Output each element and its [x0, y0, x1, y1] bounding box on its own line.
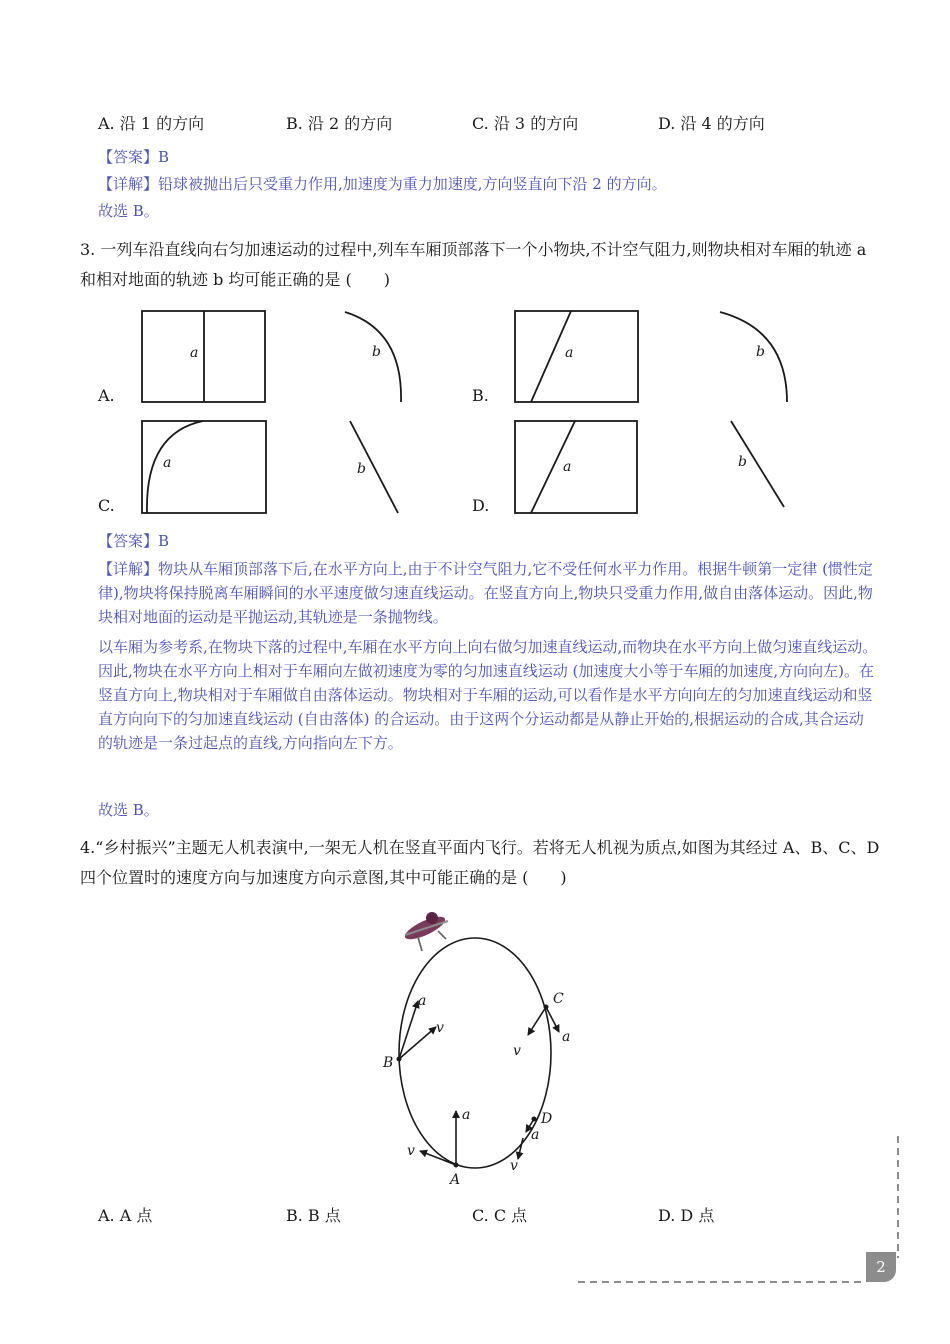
q3-stem: 3. 一列车沿直线向右匀加速运动的过程中,列车车厢顶部落下一个小物块,不计空气阻力,则物块相对车厢的轨迹 a 和相对地面的轨迹 b 均可能正确的是 ( ) [80, 240, 867, 289]
q3-detail-p2: 以车厢为参考系,在物块下落的过程中,车厢在水平方向上向右做匀加速直线运动,而物块在水平方向上做匀速直线运动。因此,物块在水平方向上相对于车厢向左做初速度为零的匀加速直线运动 (加速度大小等于车厢的加速度,方向向左)。在竖直方向上,物块相对于车厢做自由落体运动。物块相对于车厢的运动,可以看作是水平方向向左的匀加速直线运动和竖直方向向下的匀加速直线运动 (自由落体) 的合运动。由于这两个分运动都是从静止开始的,根据运动的合成,其合运动的轨迹是一条过起点的直线,方向指向左下方。 [98, 638, 878, 752]
q4-c-velocity-arrow [528, 1007, 546, 1035]
q2-option-c: C. 沿 3 的方向 [472, 114, 579, 133]
q4-option-a: A. A 点 [98, 1206, 153, 1225]
q4-c-label-a: a [562, 1029, 571, 1045]
drone-icon [402, 912, 448, 951]
q4-label-d: D [541, 1111, 553, 1127]
q3-b-carriage [515, 311, 638, 402]
q3-b-track-b [720, 312, 787, 402]
q3-c-track-a [147, 421, 203, 513]
page-corner-decoration [570, 1130, 910, 1290]
page-number: 2 [866, 1252, 896, 1282]
q4-c-label-v: v [513, 1043, 521, 1059]
q4-d-label-v: v [510, 1158, 518, 1174]
q4-trajectory [399, 938, 551, 1168]
q2-answer: 【答案】B [98, 148, 170, 166]
q3-c-label-b: b [357, 461, 366, 477]
q2-option-a: A. 沿 1 的方向 [98, 114, 205, 133]
q4-label-c: C [553, 991, 564, 1007]
q3-d-carriage [515, 421, 637, 513]
q4-figure [370, 895, 585, 1190]
q2-option-b: B. 沿 2 的方向 [286, 114, 393, 133]
q2-detail: 【详解】铅球被抛出后只受重力作用,加速度为重力加速度,方向竖直向下沿 2 的方向。 [98, 175, 667, 193]
q3-d-label-a: a [563, 459, 572, 475]
q3-answer: 【答案】B [98, 532, 170, 550]
q3-option-a-label: A. [98, 386, 115, 405]
q3-c-carriage [142, 421, 266, 513]
q4-stem: 4.“乡村振兴”主题无人机表演中,一架无人机在竖直平面内飞行。若将无人机视为质点,如图为其经过 A、B、C、D 四个位置时的速度方向与加速度方向示意图,其中可能正确的是 ( ) [80, 838, 880, 887]
q3-conclusion: 故选 B。 [98, 801, 159, 819]
q2-conclusion: 故选 B。 [98, 202, 159, 220]
q3-a-label-b: b [372, 344, 381, 360]
q4-a-label-a: a [462, 1107, 471, 1123]
q4-option-d: D. D 点 [658, 1206, 715, 1225]
q3-b-label-b: b [756, 344, 765, 360]
q4-option-c: C. C 点 [472, 1206, 528, 1225]
q3-option-c-label: C. [98, 496, 115, 515]
q3-option-b-label: B. [472, 386, 489, 405]
q4-b-label-a: a [418, 993, 427, 1009]
q3-figure [95, 300, 815, 525]
q4-a-label-v: v [407, 1143, 415, 1159]
q4-label-b: B [383, 1055, 394, 1071]
q3-b-label-a: a [565, 345, 574, 361]
q3-a-label-a: a [190, 345, 199, 361]
q3-c-label-a: a [163, 455, 172, 471]
q2-option-d: D. 沿 4 的方向 [658, 114, 765, 133]
q4-b-label-v: v [436, 1020, 444, 1036]
q4-d-velocity-arrow [518, 1138, 523, 1159]
q4-option-b: B. B 点 [286, 1206, 341, 1225]
q4-label-a: A [450, 1172, 461, 1188]
q3-d-label-b: b [738, 454, 747, 470]
q3-option-d-label: D. [472, 496, 490, 515]
q4-d-label-a: a [531, 1127, 540, 1143]
q3-detail-p1: 【详解】物块从车厢顶部落下后,在水平方向上,由于不计空气阻力,它不受任何水平力作用。根据牛顿第一定律 (惯性定律),物块将保持脱离车厢瞬间的水平速度做匀速直线运动。在竖直方向上,物块只受重力作用,做自由落体运动。因此,物块相对地面的运动是平抛运动,其轨迹是一条抛物线。 [98, 560, 873, 626]
